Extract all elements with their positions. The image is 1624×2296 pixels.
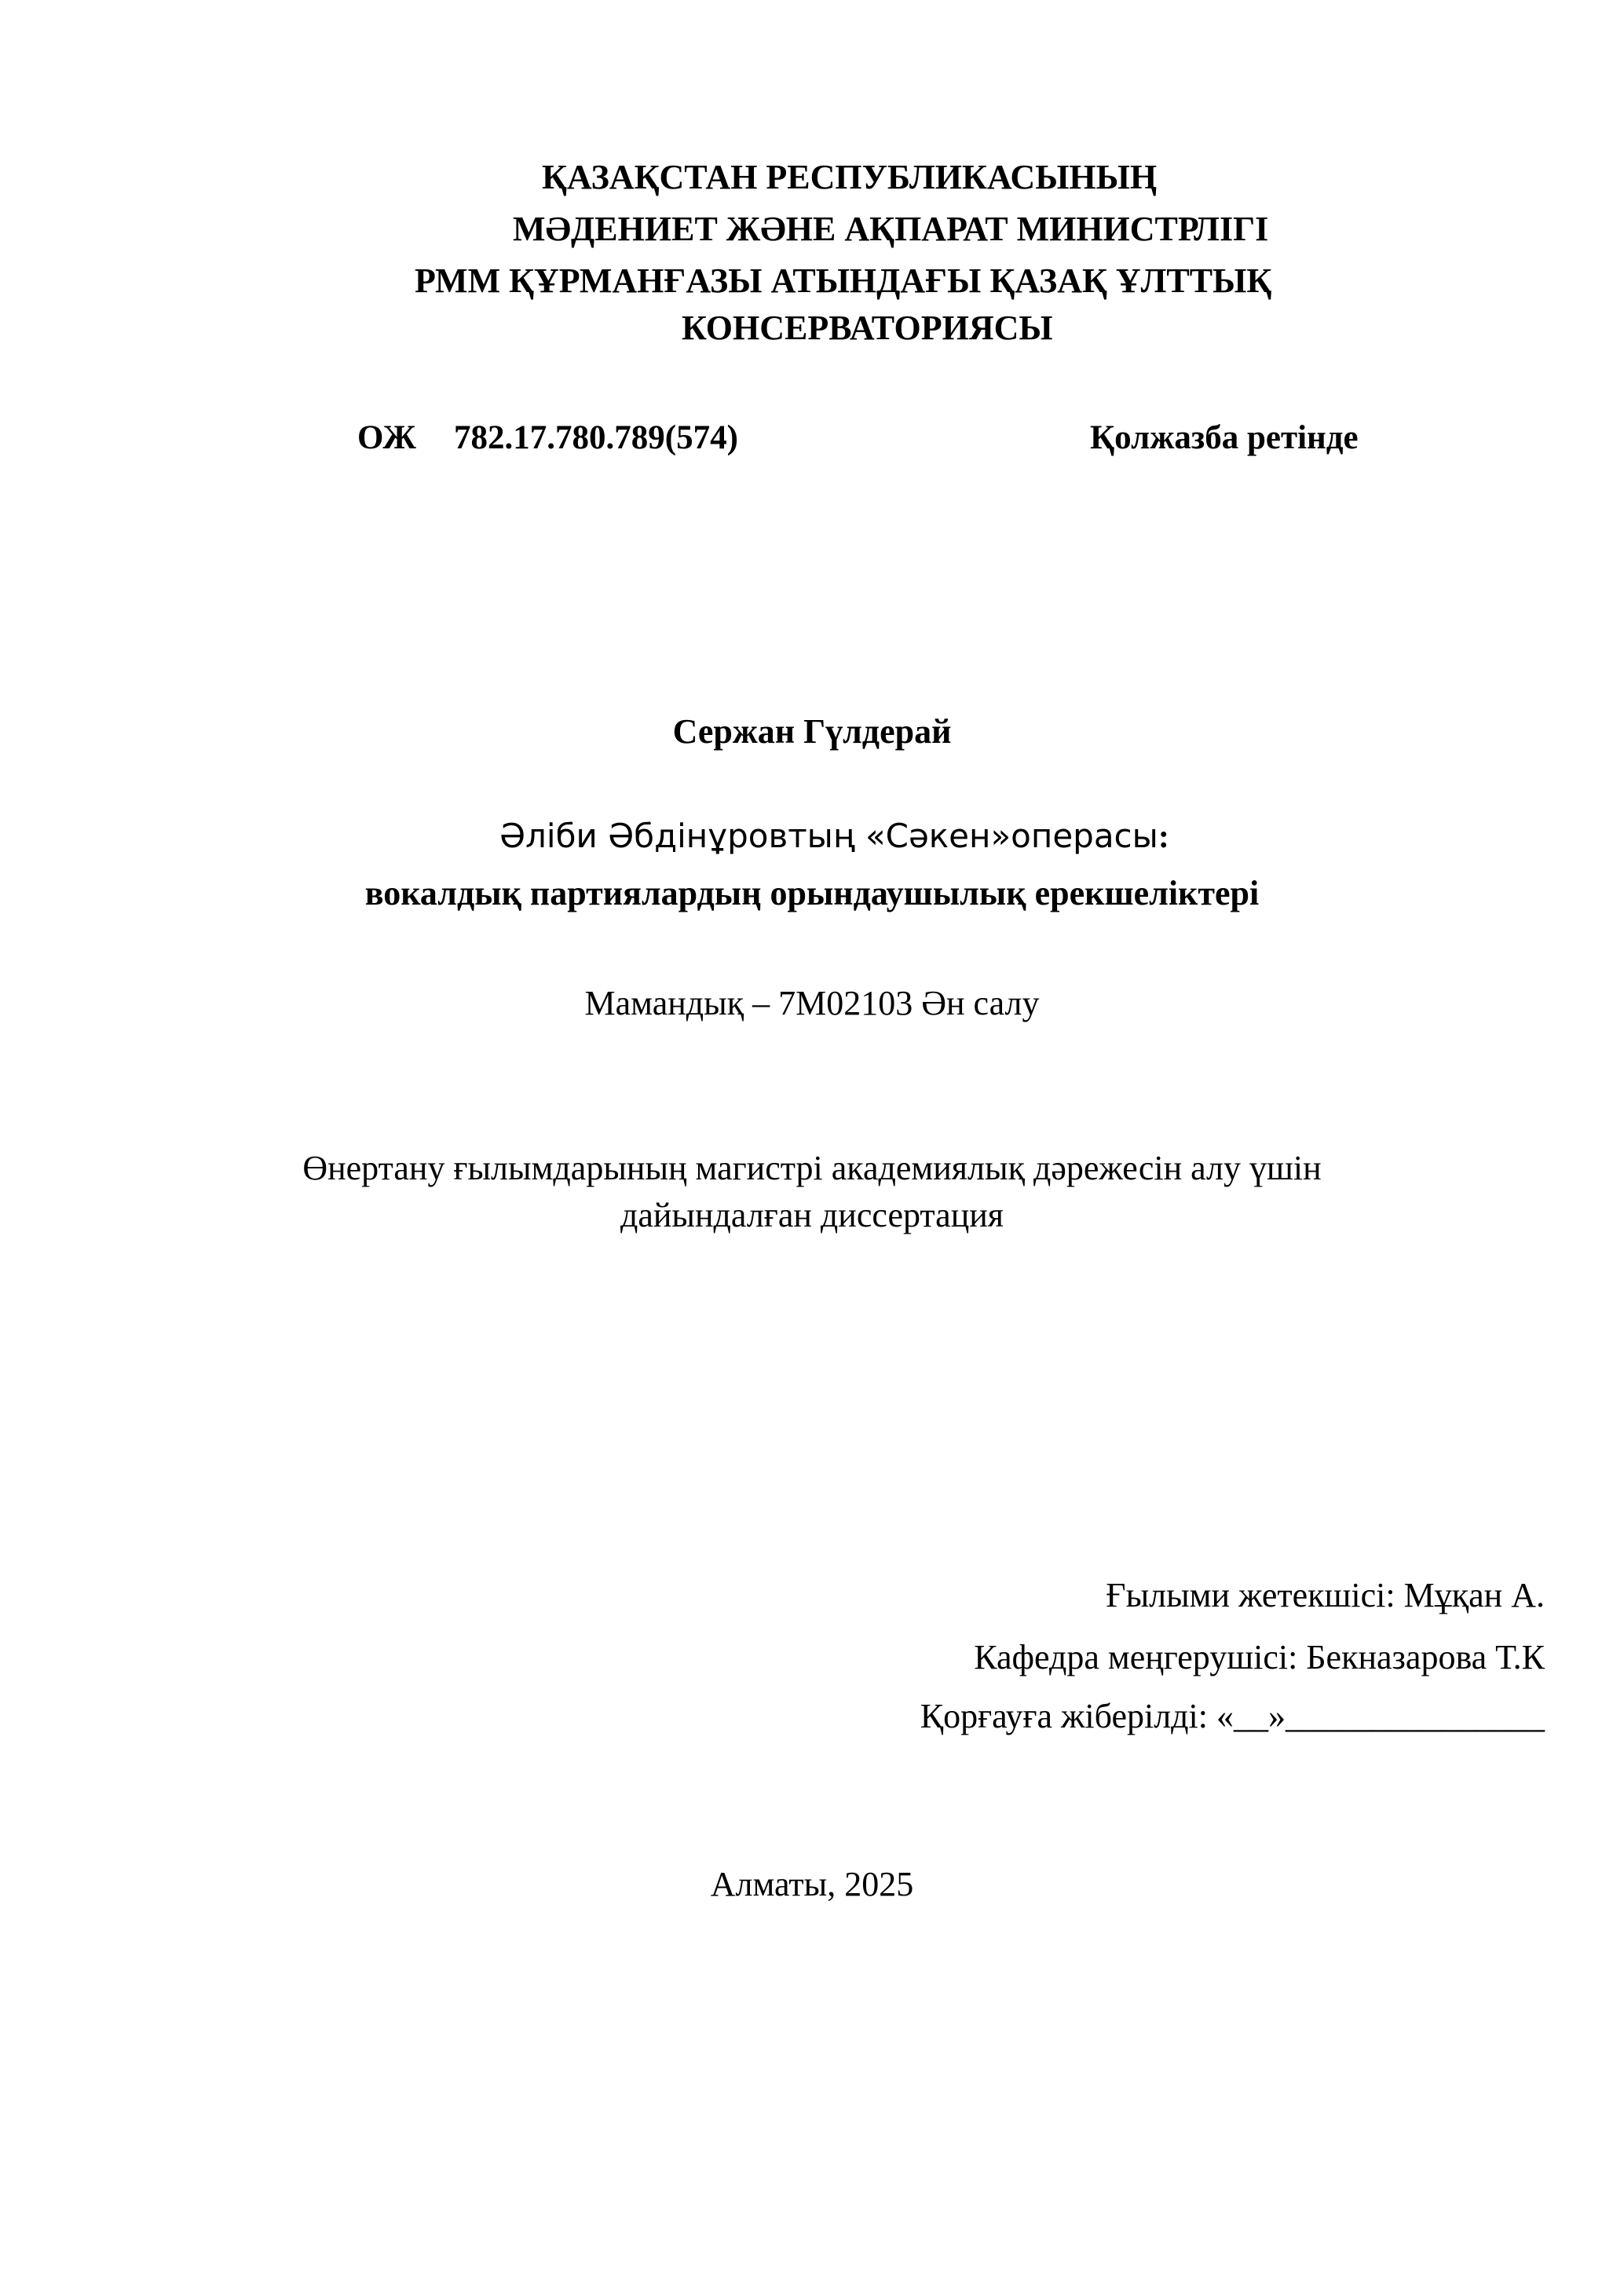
udc-label: ОЖ [357, 419, 416, 456]
dissertation-title-line-1 [499, 817, 1169, 856]
author-name: Сержан Гүлдерай [672, 712, 952, 751]
udc-code: 782.17.780.789(574) [454, 419, 738, 456]
head-of-department: Кафедра меңгерушісі: Бекназарова Т.К [974, 1638, 1545, 1676]
dissertation-title-colon: : [1158, 819, 1169, 855]
specialty: Мамандық – 7М02103 Ән салу [584, 984, 1040, 1022]
purpose-line-1: Өнертану ғылымдарының магистрі академиялық дәрежесін алу үшін [302, 1149, 1322, 1187]
header-line-1: ҚАЗАҚСТАН РЕСПУБЛИКАСЫНЫҢ [542, 158, 1158, 196]
supervisor: Ғылыми жетекшісі: Мұқан А. [1106, 1576, 1545, 1614]
city-year: Алматы, 2025 [710, 1865, 914, 1903]
dissertation-title-main: Әліби Әбдінұровтың «Сәкен»операсы [499, 817, 1158, 855]
dissertation-title-line-2: вокалдық партиялардың орындаушылық ерекшеліктері [364, 874, 1260, 912]
manuscript-note: Қолжазба ретінде [1090, 419, 1359, 456]
purpose-line-2: дайындалған диссертация [620, 1196, 1004, 1234]
admitted-to-defense: Қорғауға жіберілді: «__»_______________ [920, 1697, 1545, 1735]
header-line-2: МӘДЕНИЕТ ЖӘНЕ АҚПАРАТ МИНИСТРЛІГІ [513, 210, 1269, 248]
header-line-4: КОНСЕРВАТОРИЯСЫ [682, 309, 1053, 347]
header-line-3: РММ ҚҰРМАНҒАЗЫ АТЫНДАҒЫ ҚАЗАҚ ҰЛТТЫҚ [415, 261, 1272, 300]
